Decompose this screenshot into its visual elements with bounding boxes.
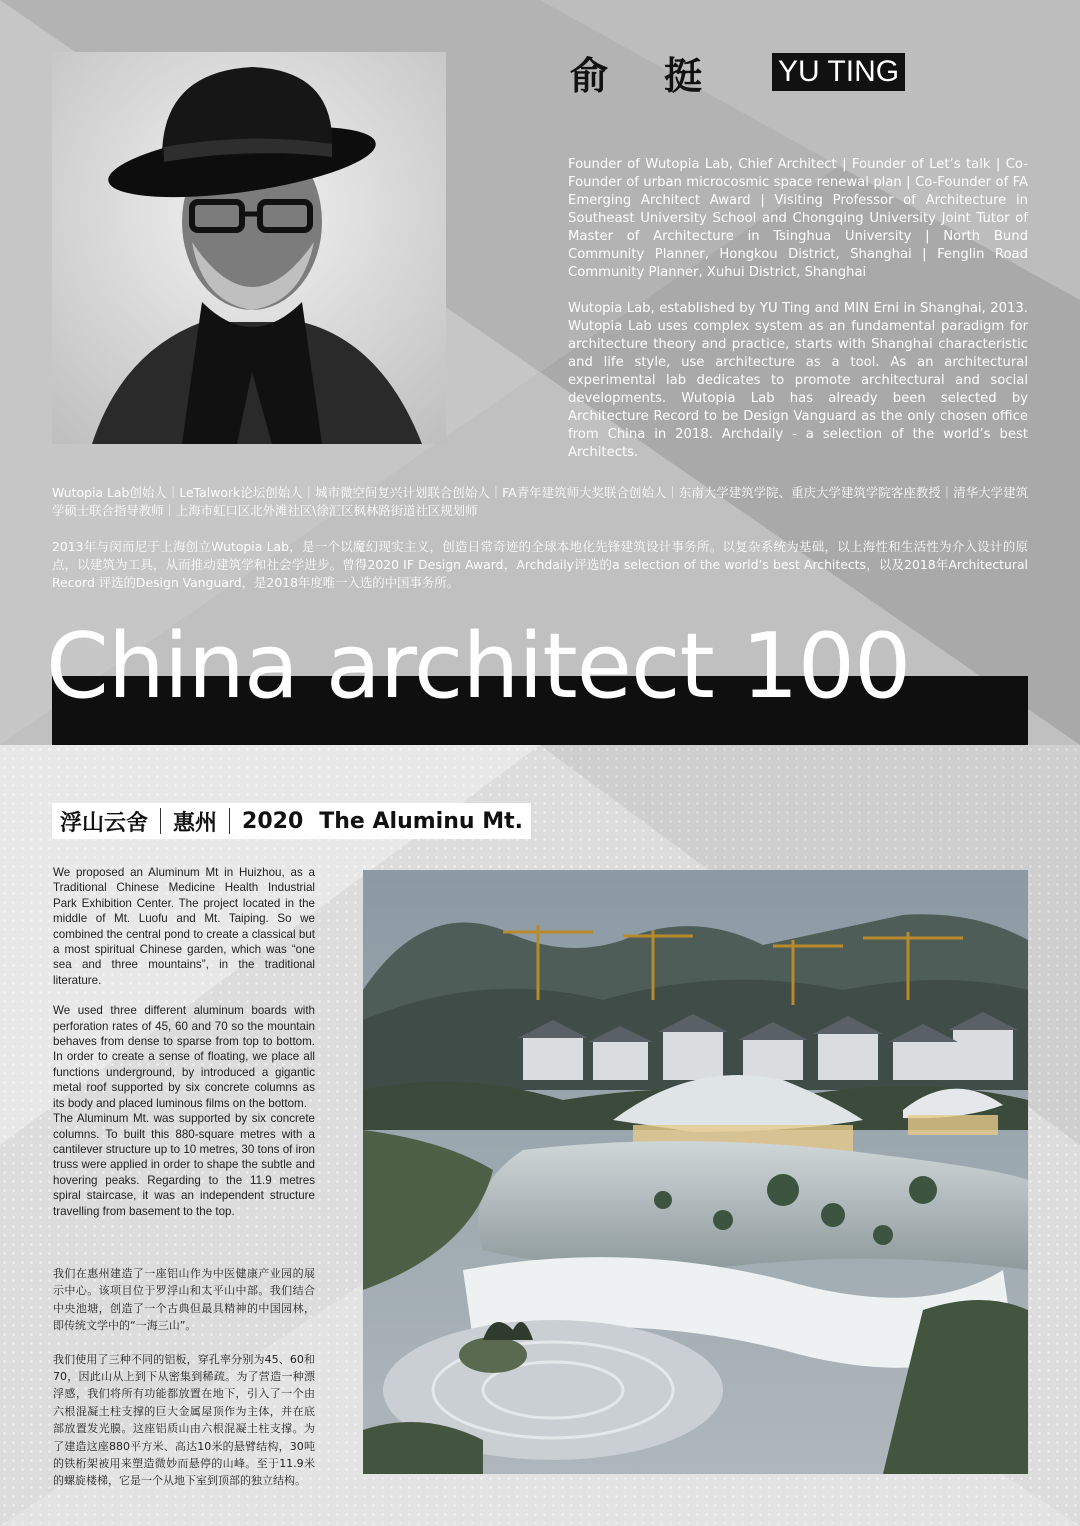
project-title (52, 803, 531, 839)
series-title: China architect 100 (46, 614, 911, 719)
title-divider (229, 808, 230, 834)
project-description-english (53, 865, 315, 1234)
project-description-paragraph: The Aluminum Mt. was supported by six concrete columns. To built this 880-square metres with a cantilever structure up to 10 metres, 30 tons of iron truss were applied in order to shape the subtle and hovering peaks. Regarding to the 11.9 metres spiral staircase, it was an independent structure travelling from basement to the top. (53, 1112, 315, 1218)
project-description-paragraph-cn: 我们在惠州建造了一座铝山作为中医健康产业园的展示中心。该项目位于罗浮山和太平山中部。我们结合中央池塘，创造了一个古典但最具精神的中国园林，即传统文学中的“一海三山”。 (53, 1267, 315, 1333)
architect-name-cn: 俞挺 (570, 53, 759, 98)
project-description-paragraph: We used three different aluminum boards with perforation rates of 45, 60 and 70 so the mountain behaves from dense to sparse from top to bottom. In order to create a sense of floating, we place all functions underground, by introduced a gigantic metal roof supported by six concrete columns as its body and placed luminous films on the bottom. (53, 1004, 315, 1110)
bio-english-roles: Founder of Wutopia Lab, Chief Architect | Founder of Let’s talk | Co-Founder of urban microcosmic space renewal plan | Co-Founder of FA Emerging Architect Award | Visiting Professor of Architecture in Southeast University School and Chongqing University Joint Tutor of Master of Architecture in Tsinghua University | North Bund Community Planner, Hongkou District, Shanghai | Fenglin Road Community Planner, Xuhui District, Shanghai (568, 157, 1028, 280)
title-divider (160, 808, 161, 834)
architect-name (570, 52, 905, 98)
architect-portrait (52, 52, 446, 444)
project-name-cn: 浮山云舍 (60, 810, 149, 836)
project-city: 惠州 (173, 810, 218, 836)
project-name-en: The Aluminu Mt. (319, 808, 523, 834)
portrait-illustration (52, 52, 446, 444)
project-year: 2020 (242, 808, 304, 834)
bio-chinese (52, 484, 1028, 610)
project-description-paragraph: We proposed an Aluminum Mt in Huizhou, as a Traditional Chinese Medicine Health Industrial Park Exhibition Center. The project located in the middle of Mt. Luofu and Mt. Taiping. So we combined the central pond to create a classical but a most spiritual Chinese garden, which was “one sea and three mountains”, in the traditional literature. (53, 866, 315, 987)
bio-chinese-roles: Wutopia Lab创始人｜LeTalwork论坛创始人｜城市微空间复兴计划联合创始人｜FA青年建筑师大奖联合创始人｜东南大学建筑学院、重庆大学建筑学院客座教授｜清华大学建筑学硕士联合指导教师｜上海市虹口区北外滩社区\徐汇区枫林路街道社区规划师 (52, 485, 1028, 518)
architect-name-en: YU TING (772, 53, 905, 91)
project-description-chinese (53, 1265, 315, 1506)
bio-english-lab: Wutopia Lab, established by YU Ting and MIN Erni in Shanghai, 2013. Wutopia Lab uses complex system as an fundamental paradigm for architecture theory and practice, starts with Shanghai characteristic and life style, use architecture as a tool. As an architectural experimental lab dedicates to promote architectural and social developments. Wutopia Lab has already been selected by Architecture Record to be Design Vanguard as the only chosen office from China in 2018. Archdaily - a selection of the world’s best Architects. (568, 301, 1028, 460)
bio-chinese-lab: 2013年与闵而尼于上海创立Wutopia Lab，是一个以魔幻现实主义，创造日常奇迹的全球本地化先锋建筑设计事务所。以复杂系统为基础，以上海性和生活性为介入设计的原点，以建筑为工具，从而推动建筑学和社会学进步。曾得2020 IF Design Award，Archdaily评选的a selection of the world’s best Architects，以及2018年Architectural Record 评选的Design Vanguard，是2018年度唯一入选的中国事务所。 (52, 539, 1028, 590)
project-photo-illustration (363, 870, 1028, 1474)
project-photo (363, 870, 1028, 1474)
bio-english (568, 156, 1028, 480)
project-description-paragraph-cn: 我们使用了三种不同的铝板，穿孔率分别为45、60和70，因此山从上到下从密集到稀疏。为了营造一种漂浮感，我们将所有功能都放置在地下，引入了一个由六根混凝土柱支撑的巨大金属屋顶作为主体，并在底部放置发光膜。这座铝质山由六根混凝土柱支撑。为了建造这座880平方米、高达10米的悬臂结构，30吨的铁桁架被用来塑造微妙而悬停的山峰。至于11.9米的螺旋楼梯，它是一个从地下室到顶部的独立结构。 (53, 1352, 315, 1488)
